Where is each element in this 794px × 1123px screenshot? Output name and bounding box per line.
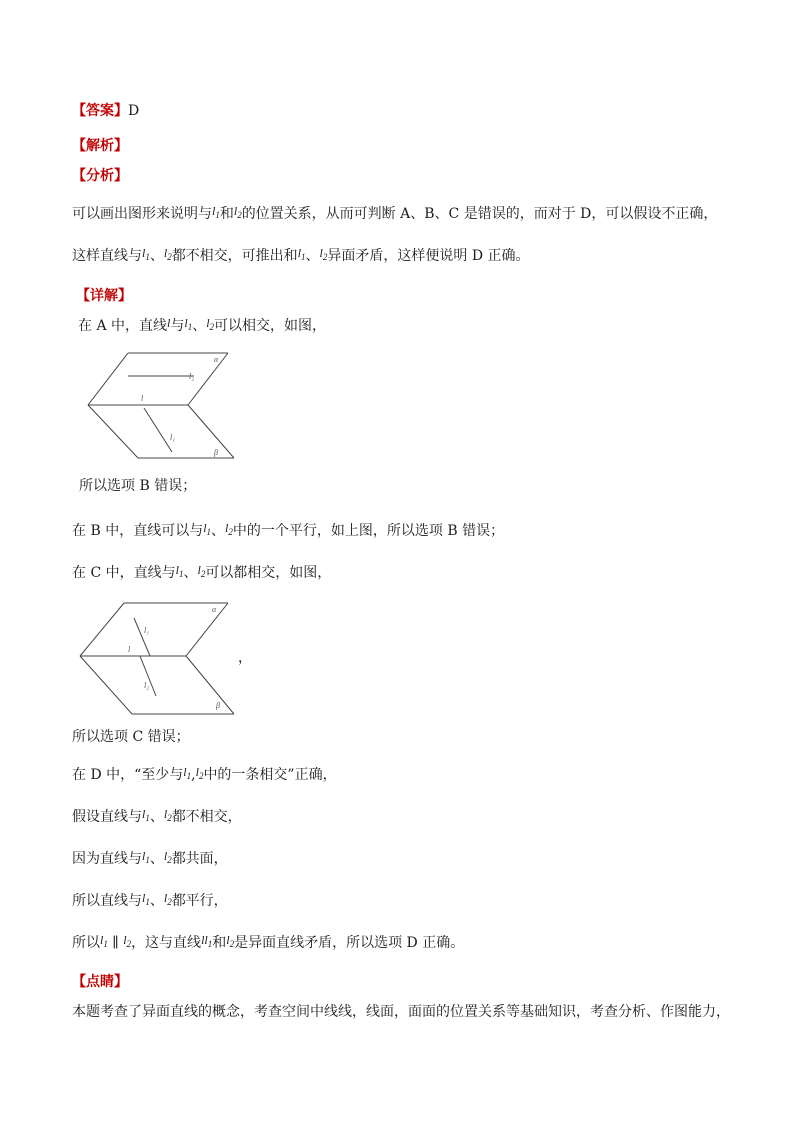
label-l: l [128, 645, 131, 654]
symbol-l2: $l_2$ [195, 765, 204, 781]
text: 都平行， [171, 893, 228, 909]
label-l1: l₁ [144, 626, 150, 635]
symbol-l2: $l_2$ [206, 316, 215, 332]
symbol-l1: $l_1$ [142, 849, 150, 865]
detail-heading [76, 286, 132, 306]
text: 中的一个平行，如上图，所以选项 B 错误； [232, 523, 505, 539]
text: 与 [170, 318, 185, 334]
text: 本题考查了异面直线的概念，考查空间中线线，线面，面面的位置关系等基础知识，考查分析、作图能力， [72, 1004, 730, 1020]
text: 在 A 中，直线 [78, 318, 168, 334]
symbol-l: l [201, 933, 205, 947]
figure-a-intersecting-planes [86, 350, 238, 462]
text: 都不相交， [171, 809, 242, 825]
fenxi-heading [72, 166, 128, 186]
symbol-l2: $l_2$ [319, 246, 328, 262]
text: 、 [192, 318, 207, 334]
symbol-l1: $l_1$ [297, 246, 306, 262]
text: 、 [149, 248, 164, 264]
text: 、 [149, 809, 164, 825]
text: 这样直线与 [72, 248, 142, 264]
text: 、 [305, 248, 320, 264]
label-beta: β [216, 701, 220, 710]
answer-tag: 【答案】 [72, 103, 128, 119]
answer-line [72, 101, 139, 121]
detail-a-line [78, 316, 326, 337]
text: 可以相交，如图， [214, 318, 327, 334]
symbol-l: l [167, 316, 171, 330]
dianjing-heading [72, 972, 128, 992]
fenxi-tag: 【分析】 [72, 168, 128, 184]
text: 所以选项 B 错误； [79, 478, 197, 494]
symbol-l2: $l_2$ [163, 891, 172, 907]
text: 在 B 中，直线可以与 [72, 523, 204, 539]
text: 假设直线与 [72, 809, 142, 825]
symbol-l2: $l_2$ [225, 521, 233, 537]
text: ， [238, 650, 252, 666]
symbol-l1: $l_1$ [184, 316, 193, 332]
text: 都不相交，可推出和 [171, 248, 298, 264]
detail-a-result [79, 476, 196, 496]
label-alpha: α [214, 355, 219, 364]
symbol-l2: $l_2$ [226, 933, 235, 949]
label-l1: l₁ [170, 433, 176, 442]
symbol-l2: $l_2$ [233, 204, 242, 220]
label-l: l [141, 394, 144, 403]
text: 异面矛盾，这样便说明 D 正确。 [327, 248, 530, 264]
detail-d2-line [72, 807, 242, 828]
text: ，这与直线 [131, 935, 202, 951]
symbol-l1: $l_1$ [142, 807, 150, 823]
text: 所以选项 C 错误； [72, 729, 190, 745]
symbol-l1: $l_1$ [100, 933, 108, 949]
symbol-l2: $l_2$ [163, 849, 172, 865]
text: 因为直线与 [72, 851, 142, 867]
figure-c-intersecting-planes [78, 600, 240, 718]
symbol-l1: $l_1$ [183, 765, 192, 781]
text: 、 [149, 893, 164, 909]
text: 的位置关系，从而可判断 A、B、C 是错误的，而对于 D，可以假设不正确， [241, 206, 718, 222]
analysis-tag: 【解析】 [72, 138, 128, 154]
text: , [191, 767, 196, 783]
figure-c-comma [238, 648, 252, 668]
text: 所以 [72, 935, 100, 951]
text: 在 C 中，直线与 [72, 565, 176, 581]
dianjing-tag: 【点睛】 [72, 974, 128, 990]
detail-d5-line [72, 933, 464, 954]
text: 可以都相交，如图， [205, 565, 332, 581]
parallel-symbol: ∥ [107, 935, 124, 951]
label-alpha: α [212, 605, 217, 614]
text: 可以画出图形来说明与 [72, 206, 212, 222]
symbol-l2: $l_2$ [163, 246, 172, 262]
detail-tag: 【详解】 [76, 288, 132, 304]
symbol-l1: $l_1$ [142, 891, 150, 907]
detail-d3-line [72, 849, 228, 870]
symbol-l1: $l_1$ [175, 563, 184, 579]
label-beta: β [214, 448, 218, 457]
symbol-l1: $l_1$ [204, 933, 213, 949]
detail-b-line [72, 521, 504, 542]
analysis-heading [72, 136, 128, 156]
text: 、 [149, 851, 164, 867]
fenxi-paragraph-line-1 [72, 204, 717, 225]
symbol-l1: $l_1$ [142, 246, 150, 262]
text: 、 [183, 565, 198, 581]
text: 都共面， [171, 851, 228, 867]
detail-d-line [72, 765, 337, 786]
symbol-l1: $l_1$ [212, 204, 220, 220]
text: 是异面直线矛盾，所以选项 D 正确。 [234, 935, 465, 951]
symbol-l2: $l_2$ [163, 807, 172, 823]
symbol-l1: $l_1$ [203, 521, 212, 537]
text: 所以直线与 [72, 893, 142, 909]
label-l2: l₂ [144, 681, 150, 690]
answer-value: D [128, 103, 140, 119]
text: 中的一条相交”正确， [203, 767, 337, 783]
text: 和 [212, 935, 227, 951]
detail-c-line [72, 563, 331, 584]
symbol-l2: $l_2$ [123, 933, 132, 949]
dianjing-paragraph [72, 1002, 730, 1022]
text: 、 [211, 523, 226, 539]
detail-d4-line [72, 891, 228, 912]
detail-c-result [72, 727, 190, 747]
text: 和 [219, 206, 234, 222]
text: 在 D 中，“至少与 [72, 767, 184, 783]
symbol-l2: $l_2$ [197, 563, 206, 579]
label-l2: l₂ [189, 372, 195, 381]
fenxi-paragraph-line-2 [72, 246, 530, 267]
